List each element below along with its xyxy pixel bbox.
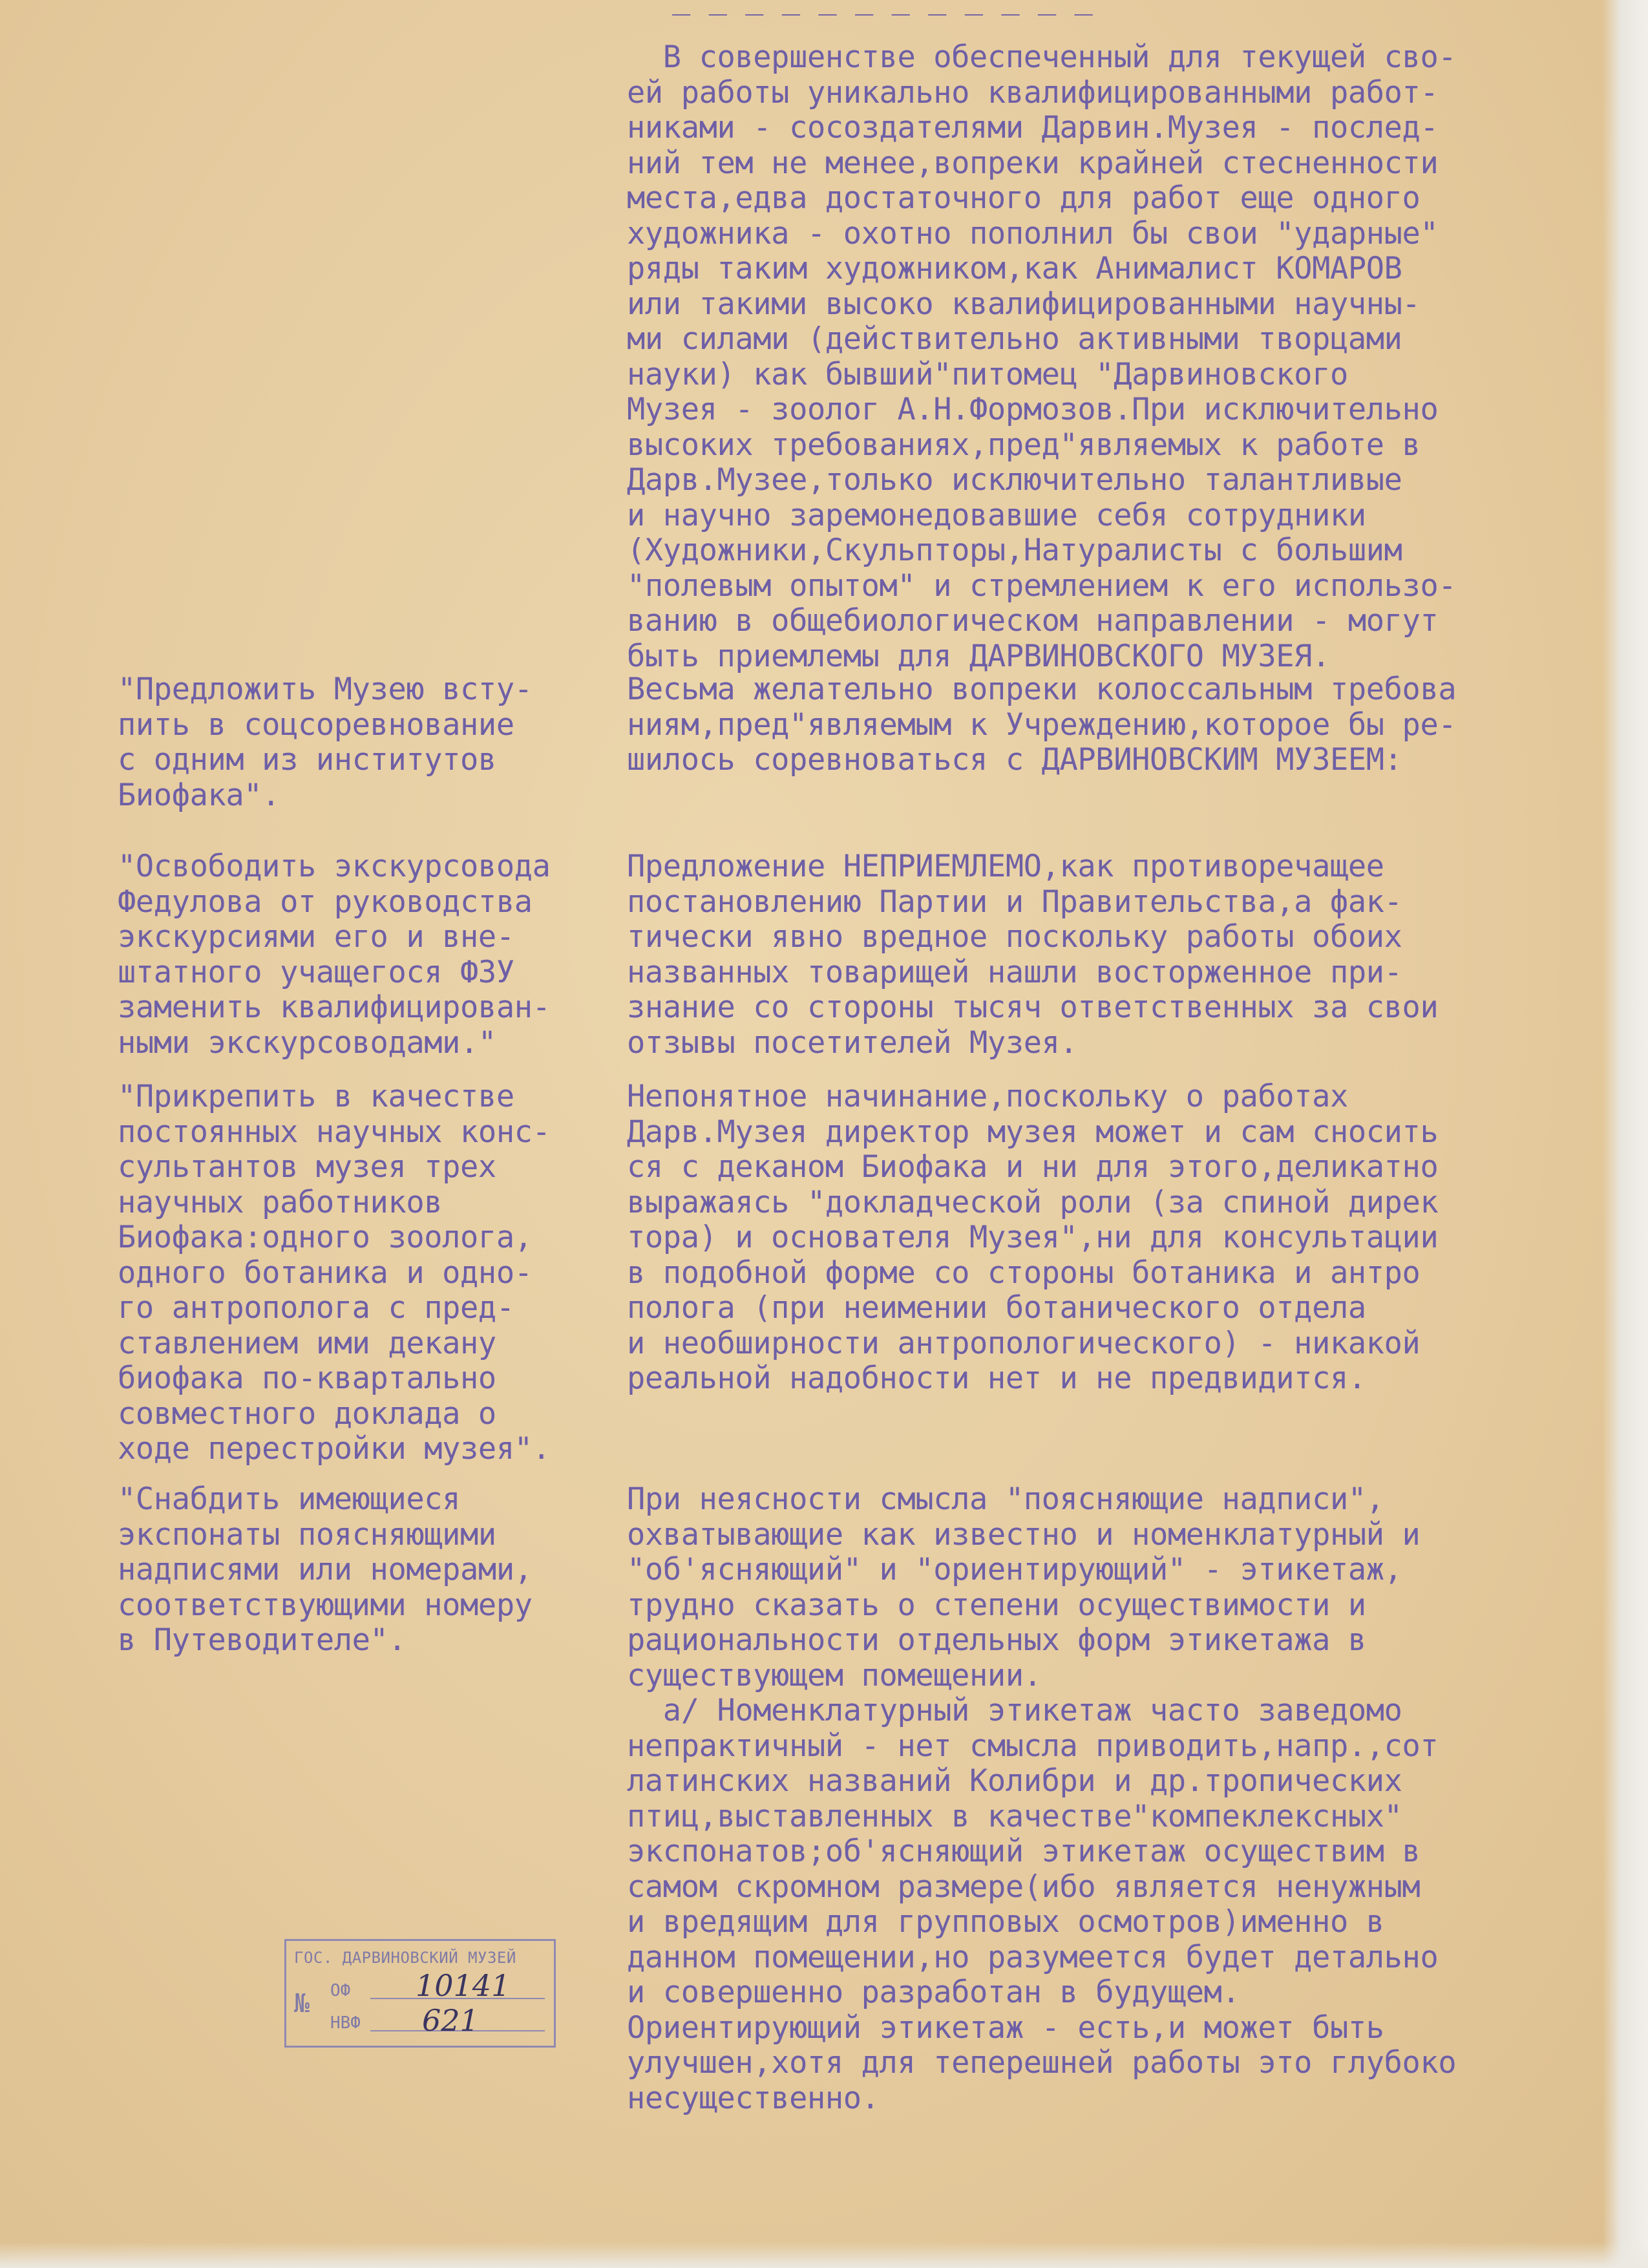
stamp-number-sign: №	[294, 1989, 310, 2019]
response-1: Весьма желательно вопреки колоссальным требова ниям,пред"являемым к Учреждению,которое бы ре- шилось соревноваться с ДАРВИНОВСКИМ МУЗЕЕМ:	[627, 672, 1457, 778]
response-2: Предложение НЕПРИЕМЛЕМО,как противоречащее постановлению Партии и Правительства,а фак- тически явно вредное поскольку работы обоих названных товарищей нашли восторженное при- знание со стороны тысяч ответственных за свои отзывы посетителей Музея.	[627, 849, 1439, 1061]
proposal-2: "Освободить экскурсовода Федулова от руководства экскурсиями его и вне- штатного учащегося ФЗУ заменить квалифицирован- ными экскурсоводами."	[118, 849, 551, 1061]
archive-stamp	[284, 1939, 556, 2048]
response-4: При неясности смысла "поясняющие надписи", охватывающие как известно и номенклатурный и "об'ясняющий" и "ориентирующий" - этикетаж, трудно сказать о степени осуществимости и рациональности отдельных форм этикетажа в существующем помещении. а/ Номенклатурный этикетаж часто заведомо непрактичный - нет смысла приводить,напр.,сот латинских названий Колибри и др.тропических птиц,выставленных в качестве"компеклексных" экспонатов;об'ясняющий этикетаж осуществим в самом скромном размере(ибо является ненужным и вредящим для групповых осмотров)именно в данном помещении,но разумеется будет детально и совершенно разработан в будущем. Ориентирующий этикетаж - есть,и может быть улучшен,хотя для теперешней работы это глубоко несущественно.	[627, 1481, 1457, 2116]
stamp-fund-label: ОФ	[330, 1981, 351, 2000]
response-3: Непонятное начинание,поскольку о работах Дарв.Музея директор музея может и сам сносить ся с деканом Биофака и ни для этого,деликатно выражаясь "докладческой роли (за спиной дирек тора) и основателя Музея",ни для консультации в подобной форме со стороны ботаника и антро полога (при неимении ботанического отдела и необширности антропологического) - никакой реальной надобности нет и не предвидится.	[627, 1079, 1439, 1396]
proposal-1: "Предложить Музею всту- пить в соцсоревнование с одним из институтов Биофака".	[118, 672, 533, 813]
proposal-3: "Прикрепить в качестве постоянных научных конс- сультантов музея трех научных работников Биофака:одного зоолога, одного ботаника и одно- го антрополога с пред- ставлением ими декану биофака по-квартально совместного доклада о ходе перестройки музея".	[118, 1079, 551, 1467]
stamp-fund-value: 10141	[416, 1968, 511, 2003]
stamp-inventory-label: НВФ	[330, 2013, 361, 2033]
proposal-4: "Снабдить имеющиеся экспонаты поясняющими надписями или номерами, соответствующими номеру в Путеводителе".	[118, 1481, 533, 1658]
stamp-header: ГОС. ДАРВИНОВСКИЙ МУЗЕЙ	[294, 1949, 516, 1967]
stamp-inventory-value: 621	[422, 2003, 479, 2038]
top-cut-line	[672, 0, 1344, 6]
scan-edge-bottom	[0, 2242, 1648, 2268]
intro-paragraph: В совершенстве обеспеченный для текущей сво- ей работы уникально квалифицированными работ- никами - сосоздателями Дарвин.Музея - послед- ний тем не менее,вопреки крайней стесненности места,едва достаточного для работ еще одного художника - охотно пополнил бы свои "ударные" ряды таким художником,как Анималист КОМАРОВ или такими высоко квалифицированными научны- ми силами (действительно активными творцами науки) как бывший"питомец "Дарвиновского Музея - зоолог А.Н.Формозов.При исключительно высоких требованиях,пред"являемых к работе в Дарв.Музее,только исключительно талантливые и научно заремонедовавшие себя сотрудники (Художники,Скульпторы,Натуралисты с большим "полевым опытом" и стремлением к его использо- ванию в общебиологическом направлении - могут быть приемлемы для ДАРВИНОВСКОГО МУЗЕЯ.	[627, 39, 1457, 674]
